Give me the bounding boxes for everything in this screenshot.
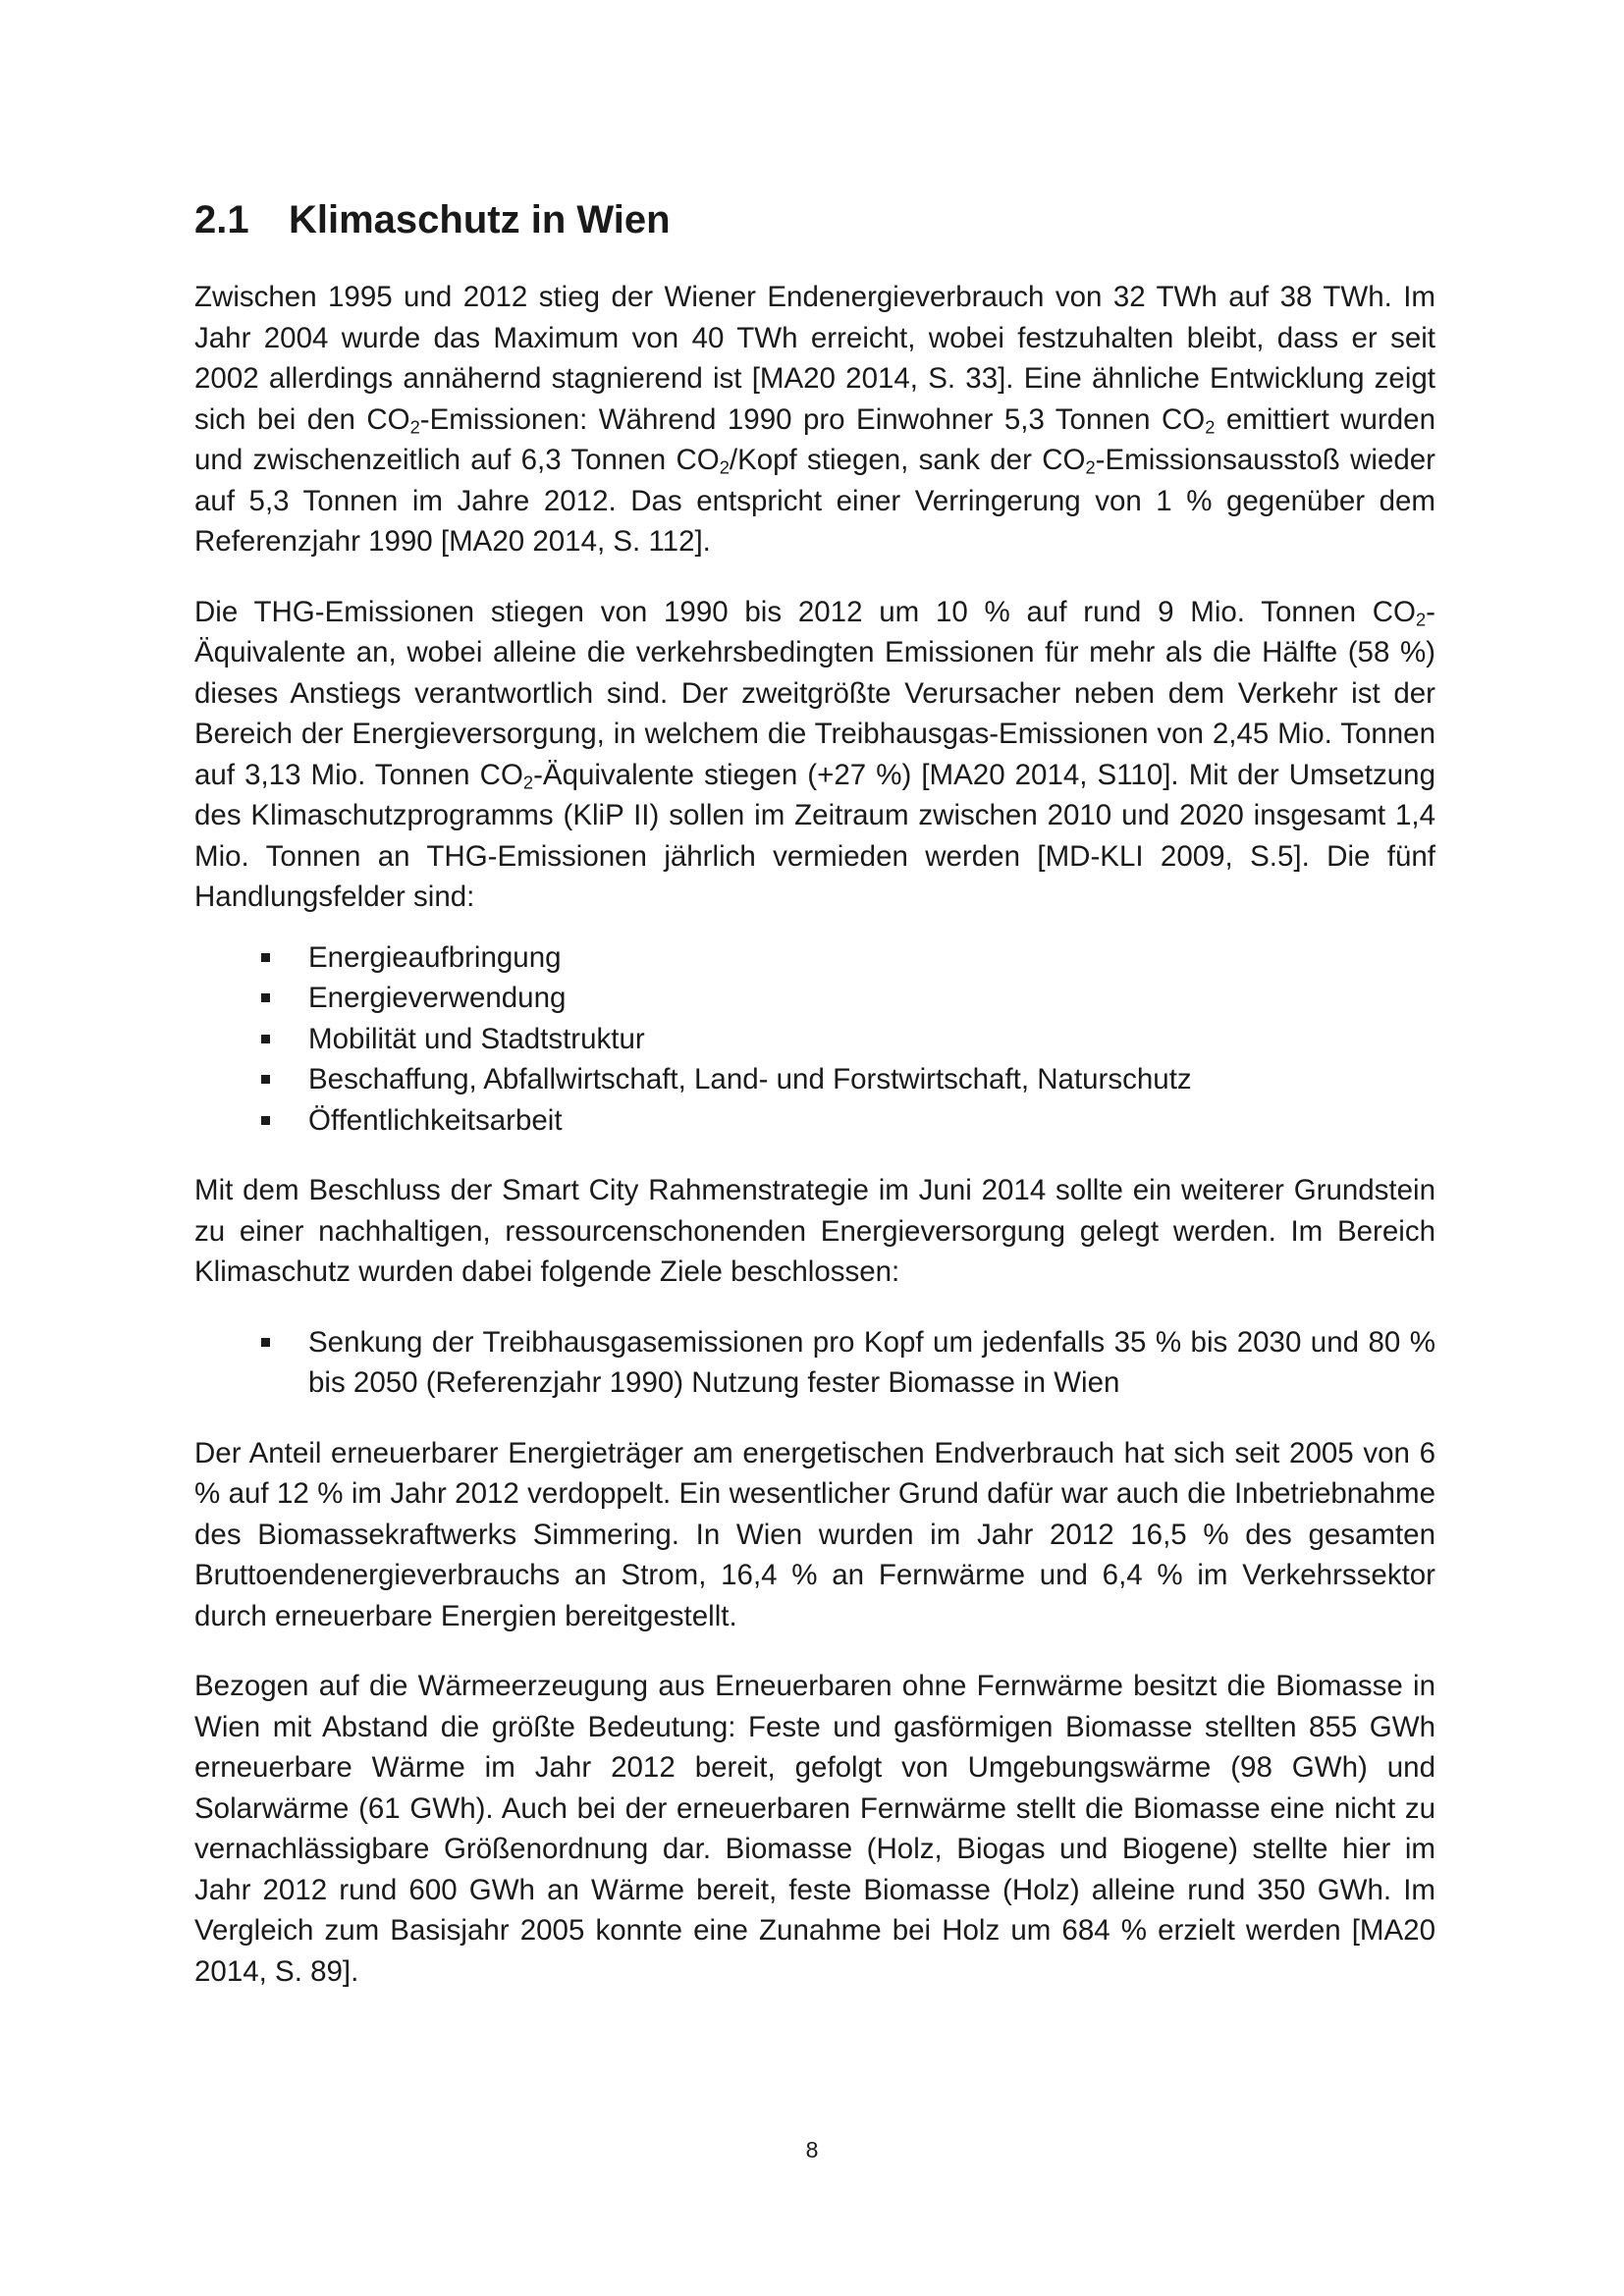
paragraph-energy-consumption: Zwischen 1995 und 2012 stieg der Wiener Endenergieverbrauch von 32 TWh auf 38 TWh. Im Jahr 2004 wurde das Maximum von 40 TWh erreicht, wobei festzuhalten bleibt, dass er seit 2002 allerdings annähernd stagnierend ist [MA20 2014, S. 33]. Eine ähnliche Entwicklung zeigt sich bei den $CO_2$-Emissionen: Während 1990 pro Einwohner 5,3 Tonnen $CO_2$ emittiert wurden und zwischenzeitlich auf 6,3 Tonnen $CO_2$/Kopf stiegen, sank der $CO_2$-Emissionsausstoß wieder auf 5,3 Tonnen im Jahre 2012. Das entspricht einer Verringerung von 1 % gegenüber dem Referenzjahr 1990 [MA20 2014, S. 112]. [194, 281, 1435, 558]
section-number: 2.1 [194, 198, 249, 241]
paragraph-renewables-share: Der Anteil erneuerbarer Energieträger am energetischen Endverbrauch hat sich seit 2005 von 6 % auf 12 % im Jahr 2012 verdoppelt. Ein wesentlicher Grund dafür war auch die Inbetriebnahme des Biomassekraftwerks Simmering. In Wien wurden im Jahr 2012 16,5 % des gesamten Bruttoendenergieverbrauchs an Strom, 16,4 % an Fernwärme und 6,4 % im Verkehrssektor durch erneuerbare Energien bereitgestellt. [194, 1436, 1435, 1632]
section-title: Klimaschutz in Wien [289, 198, 671, 241]
list-item: Energieverwendung [194, 978, 1435, 1019]
list-item: Energieaufbringung [194, 937, 1435, 979]
page-number: 8 [805, 2137, 819, 2163]
paragraph-ghg-emissions: Die THG-Emissionen stiegen von 1990 bis 2012 um 10 % auf rund 9 Mio. Tonnen $CO_2$-Äquivalente an, wobei alleine die verkehrsbedingten Emissionen für mehr als die Hälfte (58 %) dieses Anstiegs verantwortlich sind. Der zweitgrößte Verursacher neben dem Verkehr ist der Bereich der Energieversorgung, in welchem die Treibhausgas-Emissionen von 2,45 Mio. Tonnen auf 3,13 Mio. Tonnen $CO_2$-Äquivalente stiegen (+27 %) [MA20 2014, S110]. Mit der Umsetzung des Klimaschutzprogramms (KliP II) sollen im Zeitraum zwischen 2010 und 2020 insgesamt 1,4 Mio. Tonnen an THG-Emissionen jährlich vermieden werden [MD-KLI 2009, S.5]. Die fünf Handlungsfelder sind: [194, 595, 1435, 913]
paragraph-smart-city: Mit dem Beschluss der Smart City Rahmenstrategie im Juni 2014 sollte ein weiterer Grundstein zu einer nachhaltigen, ressourcenschonenden Energieversorgung gelegt werden. Im Bereich Klimaschutz wurden dabei folgende Ziele beschlossen: [194, 1174, 1435, 1288]
paragraph-biomass-heat: Bezogen auf die Wärmeerzeugung aus Erneuerbaren ohne Fernwärme besitzt die Biomasse in Wien mit Abstand die größte Bedeutung: Feste und gasförmigen Biomasse stellten 855 GWh erneuerbare Wärme im Jahr 2012 bereit, gefolgt von Umgebungswärme (98 GWh) und Solarwärme (61 GWh). Auch bei der erneuerbaren Fernwärme stellt die Biomasse eine nicht zu vernachlässigbare Größenordnung dar. Biomasse (Holz, Biogas und Biogene) stellte hier im Jahr 2012 rund 600 GWh an Wärme bereit, feste Biomasse (Holz) alleine rund 350 GWh. Im Vergleich zum Basisjahr 2005 konnte eine Zunahme bei Holz um 684 % erzielt werden [MA20 2014, S. 89]. [194, 1670, 1435, 1988]
list-item: Mobilität und Stadtstruktur [194, 1019, 1435, 1060]
document-body [194, 277, 1435, 1992]
section-heading [194, 192, 671, 247]
goals-list [194, 1322, 1435, 1404]
list-item: Öffentlichkeitsarbeit [194, 1100, 1435, 1142]
list-item: Senkung der Treibhausgasemissionen pro Kopf um jedenfalls 35 % bis 2030 und 80 % bis 2050 (Referenzjahr 1990) Nutzung fester Biomasse in Wien [194, 1322, 1435, 1404]
list-item: Beschaffung, Abfallwirtschaft, Land- und Forstwirtschaft, Naturschutz [194, 1059, 1435, 1100]
action-fields-list [194, 937, 1435, 1142]
